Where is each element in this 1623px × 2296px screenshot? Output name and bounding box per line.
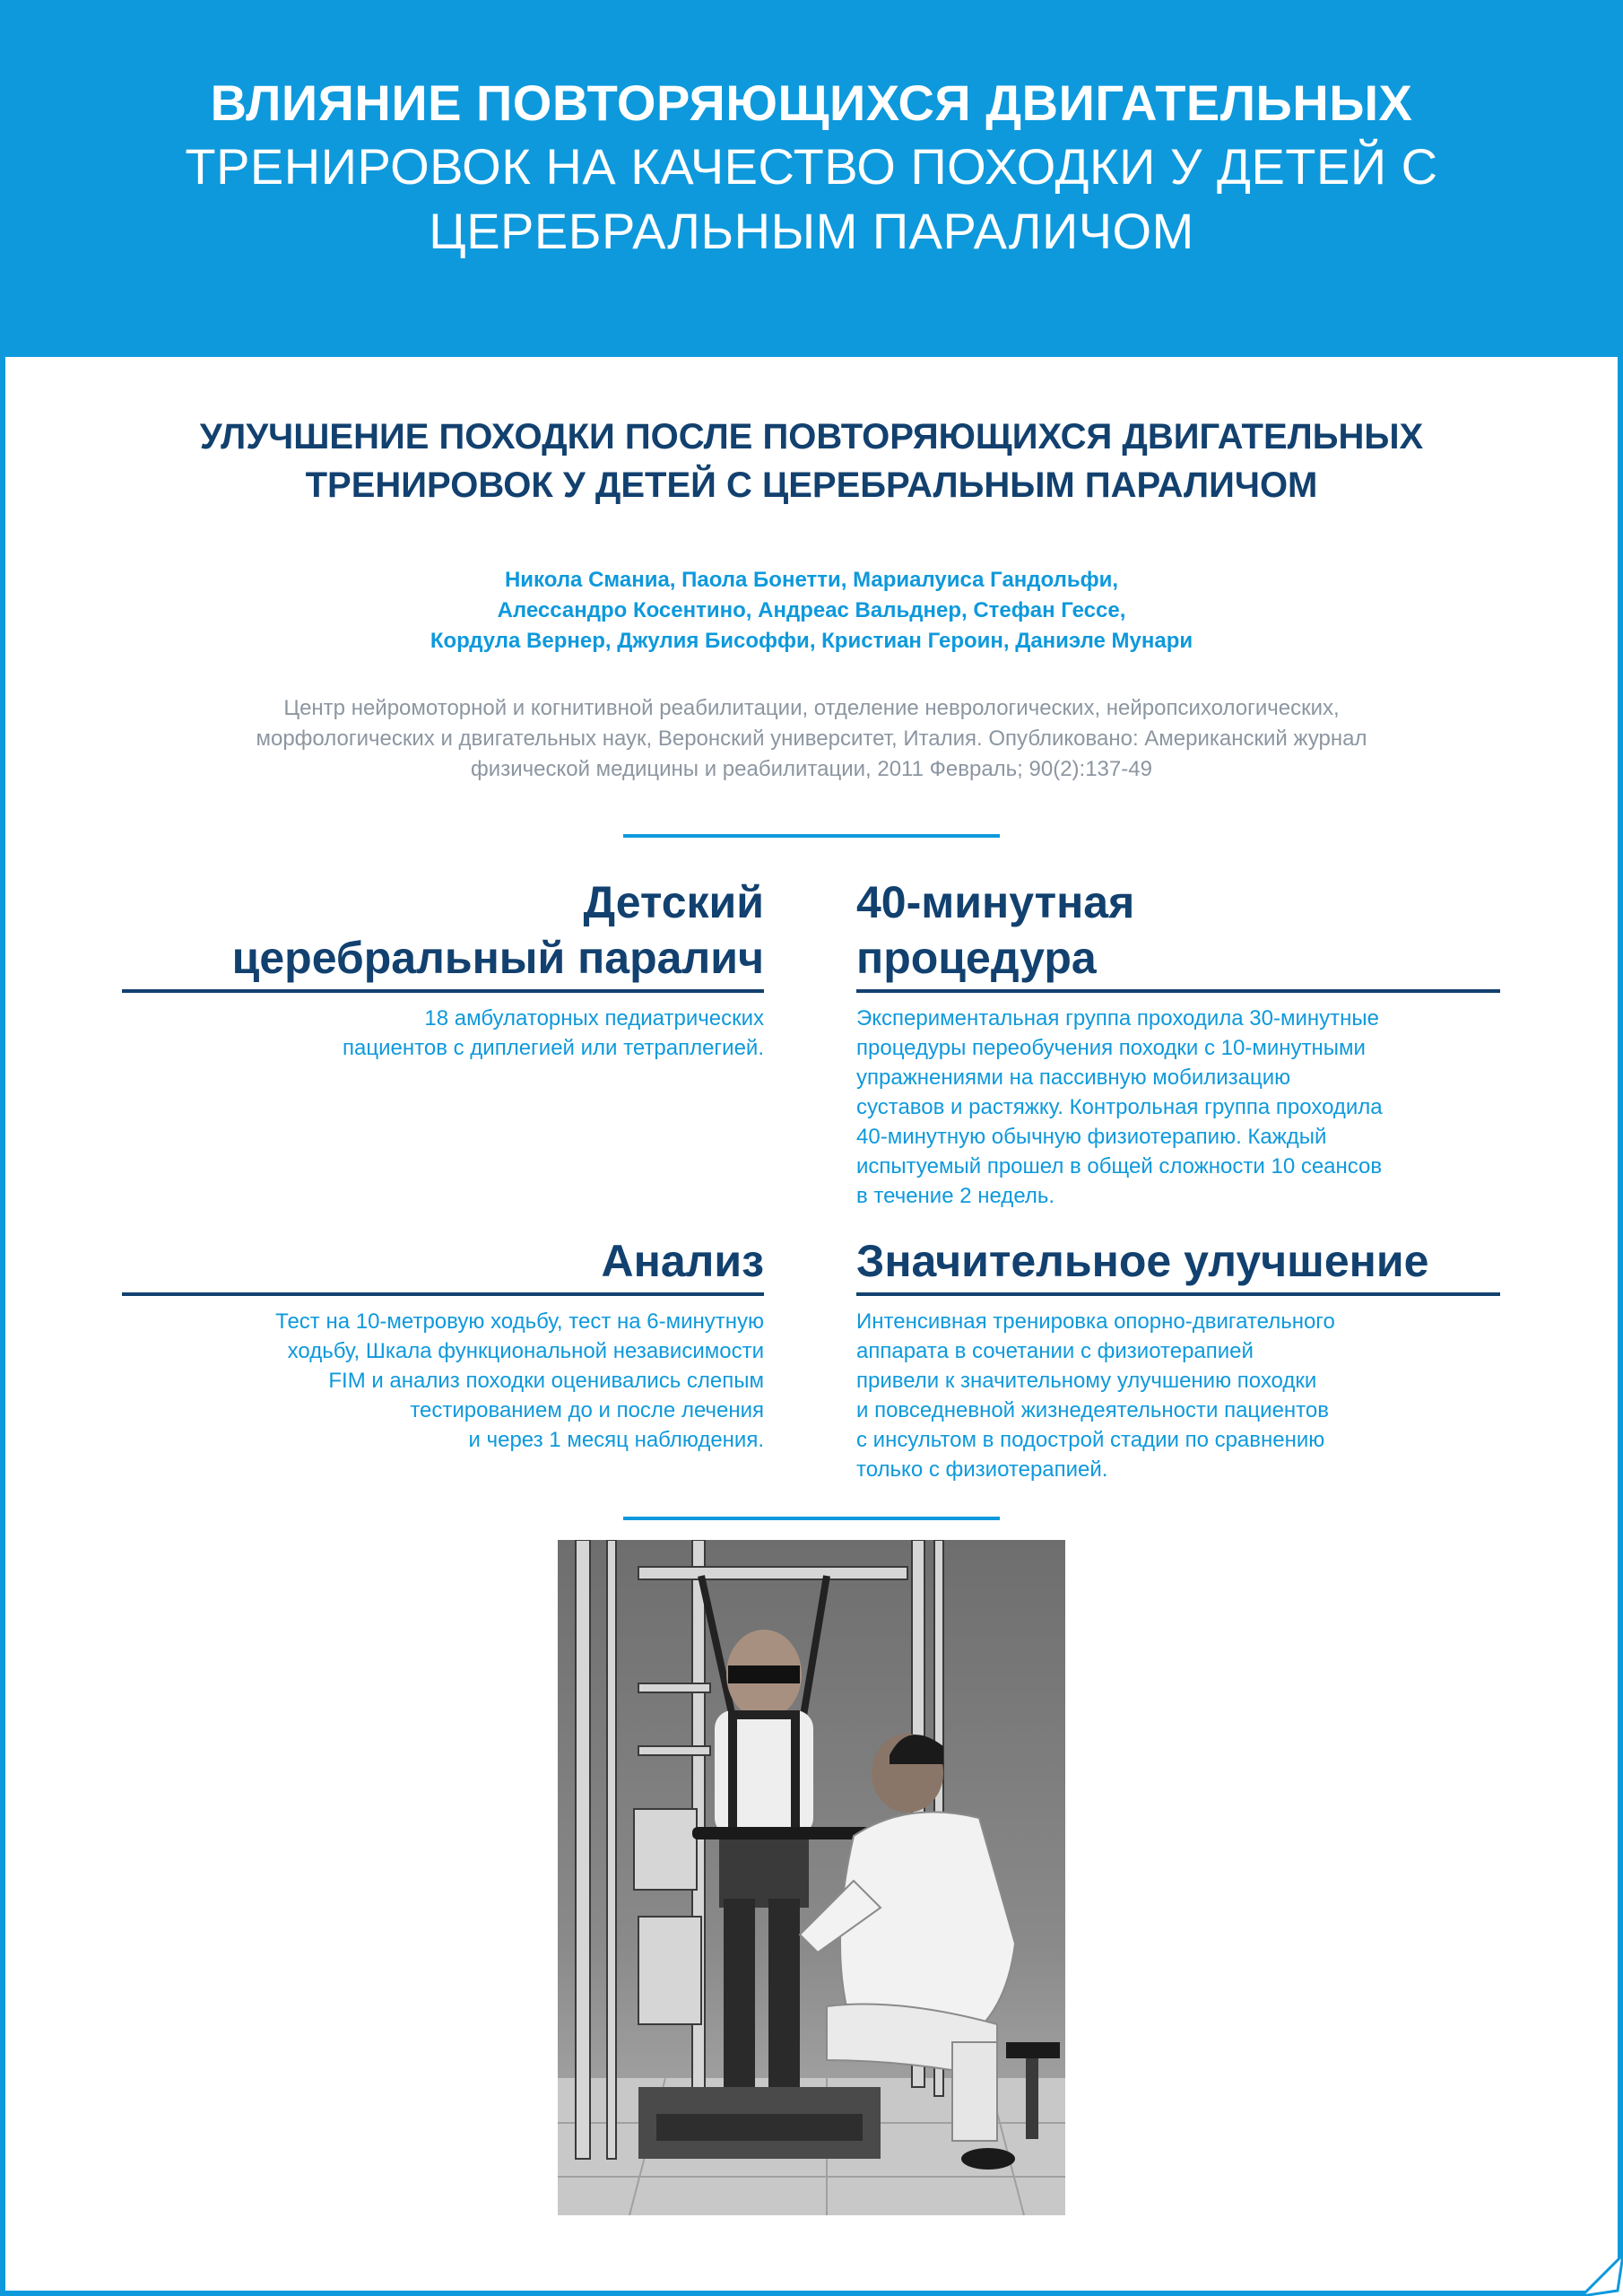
body-line: суставов и растяжку. Контрольная группа проходила [856,1095,1383,1119]
section-improvement [856,1233,1500,1484]
body-line: Тест на 10-метровую ходьбу, тест на 6-минутную [275,1309,764,1334]
header-title-line3: ЦЕРЕБРАЛЬНЫМ ПАРАЛИЧОМ [429,203,1194,259]
body-line: привели к значительному улучшению походки [856,1369,1317,1393]
divider-bottom [623,1517,1000,1520]
divider-top [623,834,1000,838]
body-line: испытуемый прошел в общей сложности 10 сеансов [856,1154,1383,1178]
section-procedure-heading [856,874,1500,993]
body-line: и повседневной жизнедеятельности пациентов [856,1398,1330,1422]
section-cerebral-palsy-heading [122,874,764,993]
heading-line: процедура [856,933,1097,983]
section-cerebral-palsy-body [122,1004,764,1063]
article-title [90,413,1533,509]
photo-illustration [558,1540,1065,2215]
section-procedure-body [856,1004,1500,1211]
body-line: 40-минутную обычную физиотерапию. Каждый [856,1125,1327,1149]
body-line: пациентов с диплегией или тетраплегией. [343,1036,764,1060]
heading-line: Детский [583,877,764,927]
section-cerebral-palsy [122,874,764,1063]
section-analysis-heading: Анализ [122,1233,764,1296]
poster-header [0,0,1623,357]
header-title-line1: ВЛИЯНИЕ ПОВТОРЯЮЩИХСЯ ДВИГАТЕЛЬНЫХ [210,74,1413,131]
authors [179,565,1444,657]
body-line: Экспериментальная группа проходила 30-минутные [856,1006,1379,1031]
page-curl-icon [1582,2255,1623,2296]
body-line: процедуры переобучения походки с 10-минутными [856,1036,1366,1060]
affiliation-line1: Центр нейромоторной и когнитивной реабилитации, отделение неврологических, нейропсихологических, [283,696,1340,720]
authors-line1: Никола Сманиа, Паола Бонетти, Мариалуиса Гандольфи, [504,568,1119,592]
affiliation-line3: физической медицины и реабилитации, 2011 Февраль; 90(2):137-49 [471,757,1152,781]
authors-line3: Кордула Вернер, Джулия Бисоффи, Кристиан Героин, Даниэле Мунари [430,629,1193,653]
affiliation [108,693,1515,785]
body-line: упражнениями на пассивную мобилизацию [856,1065,1291,1090]
article-title-line2: ТРЕНИРОВОК У ДЕТЕЙ С ЦЕРЕБРАЛЬНЫМ ПАРАЛИЧОМ [305,465,1318,505]
section-analysis-body [122,1307,764,1455]
header-title-line2: ТРЕНИРОВОК НА КАЧЕСТВО ПОХОДКИ У ДЕТЕЙ С [185,138,1438,195]
article-title-line1: УЛУЧШЕНИЕ ПОХОДКИ ПОСЛЕ ПОВТОРЯЮЩИХСЯ ДВИГАТЕЛЬНЫХ [199,417,1424,457]
body-line: тестированием до и после лечения [410,1398,764,1422]
section-improvement-body [856,1307,1500,1484]
body-line: ходьбу, Шкала функциональной независимости [287,1339,764,1363]
section-improvement-heading: Значительное улучшение [856,1233,1500,1296]
affiliation-line2: морфологических и двигательных наук, Веронский университет, Италия. Опубликовано: Американский журнал [256,726,1367,751]
heading-line: церебральный паралич [231,933,764,983]
body-line: Интенсивная тренировка опорно-двигательного [856,1309,1335,1334]
section-procedure [856,874,1500,1211]
training-photo [558,1540,1065,2215]
authors-line2: Алессандро Косентино, Андреас Вальднер, Стефан Гессе, [497,598,1126,622]
body-line: 18 амбулаторных педиатрических [424,1006,764,1031]
body-line: с инсультом в подострой стадии по сравнению [856,1428,1325,1452]
body-line: в течение 2 недель. [856,1184,1055,1208]
heading-line: 40-минутная [856,877,1135,927]
body-line: только с физиотерапией. [856,1457,1108,1482]
body-line: FIM и анализ походки оценивались слепым [328,1369,764,1393]
section-analysis [122,1233,764,1455]
body-line: и через 1 месяц наблюдения. [468,1428,764,1452]
body-line: аппарата в сочетании с физиотерапией [856,1339,1254,1363]
